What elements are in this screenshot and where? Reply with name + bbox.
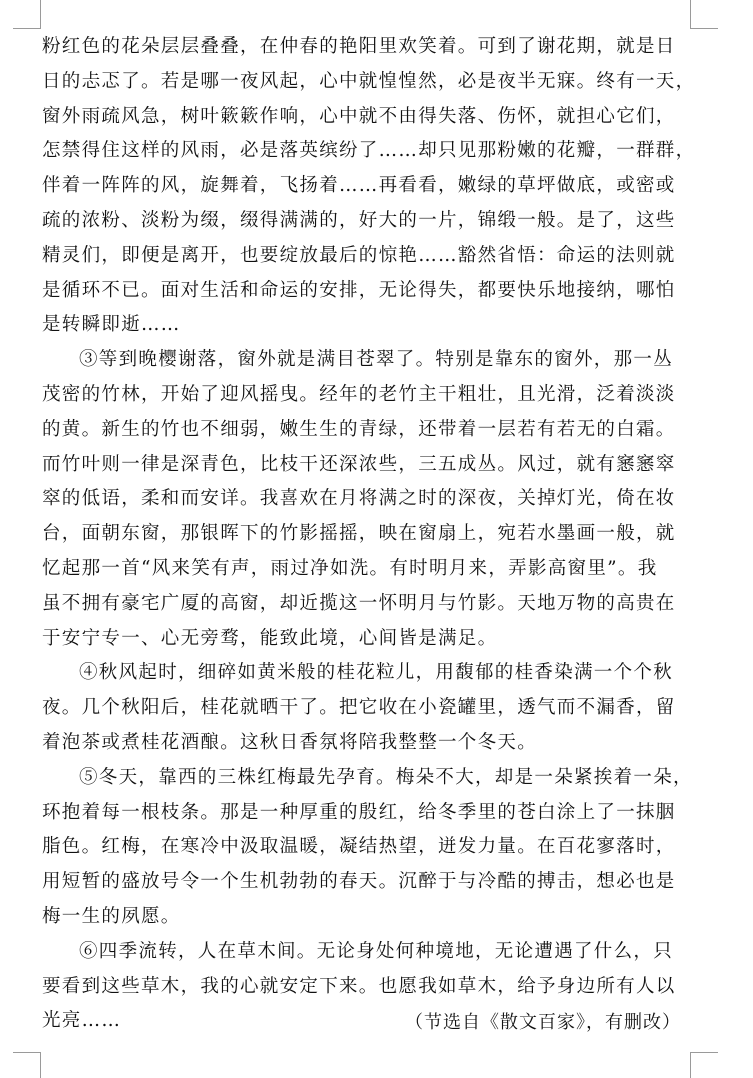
paragraph-3: [42, 343, 702, 656]
text-line: 梅一生的夙愿。: [42, 905, 181, 927]
article-text: [42, 30, 702, 1039]
text-line: ⑥四季流转，人在草木间。无论身处何种境地，无论遭遇了什么，只: [79, 940, 674, 962]
text-line: ④秋风起时，细碎如黄米般的桂花粒儿，用馥郁的桂香染满一个个秋: [79, 662, 674, 684]
text-line: 粉红色的花朵层层叠叠，在仲春的艳阳里欢笑着。可到了谢花期，就是日: [42, 36, 676, 57]
text-line: 窣的低语，柔和而安详。我喜欢在月将满之时的深夜，关掉灯光，倚在妆: [42, 488, 676, 510]
paragraph-5: [42, 761, 702, 935]
text-line: 要看到这些草木，我的心就安定下来。也愿我如草木，给予身边所有人以: [42, 975, 676, 997]
text-line: 脂色。红梅，在寒冷中汲取温暖，凝结热望，迸发力量。在百花寥落时，: [42, 836, 676, 858]
text-line: 伴着一阵阵的风，旋舞着，飞扬着……再看看，嫩绿的草坪做底，或密或: [42, 175, 676, 197]
text-line: 窗外雨疏风急，树叶簌簌作响，心中就不由得失落、伤怀，就担心它们，: [42, 105, 676, 127]
crop-mark-top-right: [690, 0, 718, 29]
text-line: 夜。几个秋阳后，桂花就晒干了。把它收在小瓷罐里，透气而不漏香，留: [42, 697, 676, 719]
text-line: 日的忐忑了。若是哪一夜风起，心中就惶惶然，必是夜半无寐。终有一天，: [42, 70, 696, 92]
text-line: 虽不拥有豪宅广厦的高窗，却近揽这一怀明月与竹影。天地万物的高贵在: [42, 592, 676, 614]
text-line: 忆起那一首“风来笑有声，雨过净如洗。有时明月来，弄影高窗里”。我: [42, 557, 658, 579]
text-line: 茂密的竹林，开始了迎风摇曳。经年的老竹主干粗壮，且光滑，泛着淡淡: [42, 383, 676, 405]
text-line: 是转瞬即逝……: [42, 314, 181, 336]
crop-mark-bottom-right: [690, 1052, 718, 1078]
text-line: 精灵们，即便是离开，也要绽放最后的惊艳……豁然省悟：命运的法则就: [42, 244, 676, 266]
text-line: 而竹叶则一律是深青色，比枝干还深浓些，三五成丛。风过，就有窸窸窣: [42, 453, 676, 475]
text-line: ③等到晚樱谢落，窗外就是满目苍翠了。特别是靠东的窗外，那一丛: [79, 349, 674, 371]
paragraph-2: [42, 30, 702, 343]
text-line: 的黄。新生的竹也不细弱，嫩生生的青绿，还带着一层若有若无的白霜。: [42, 418, 676, 440]
paragraph-4: [42, 656, 702, 760]
source-citation: （节选自《散文百家》，有删改）: [405, 1012, 681, 1033]
text-line: 疏的浓粉、淡粉为缀，缀得满满的，好大的一片，锦缎一般。是了，这些: [42, 209, 676, 231]
text-line: 环抱着每一根枝条。那是一种厚重的殷红，给冬季里的苍白涂上了一抹胭: [42, 801, 676, 823]
text-line: 用短暂的盛放号令一个生机勃勃的春天。沉醉于与冷酷的搏击，想必也是: [42, 871, 676, 893]
text-line: 台，面朝东窗，那银晖下的竹影摇摇，映在窗扇上，宛若水墨画一般，就: [42, 523, 676, 545]
text-line: 是循环不已。面对生活和命运的安排，无论得失，都要快乐地接纳，哪怕: [42, 279, 676, 301]
text-line: ⑤冬天，靠西的三株红梅最先孕育。梅朵不大，却是一朵紧挨着一朵，: [79, 766, 693, 788]
text-line: 怎禁得住这样的风雨，必是落英缤纷了……却只见那粉嫩的花瓣，一群群，: [42, 140, 696, 162]
crop-mark-top-left: [13, 0, 41, 29]
text-line: 光亮……: [42, 1010, 122, 1032]
crop-mark-bottom-left: [13, 1052, 41, 1078]
text-line: 于安宁专一、心无旁骛，能致此境，心间皆是满足。: [42, 627, 498, 649]
text-line: 着泡茶或煮桂花酒酿。这秋日香氛将陪我整整一个冬天。: [42, 731, 538, 753]
